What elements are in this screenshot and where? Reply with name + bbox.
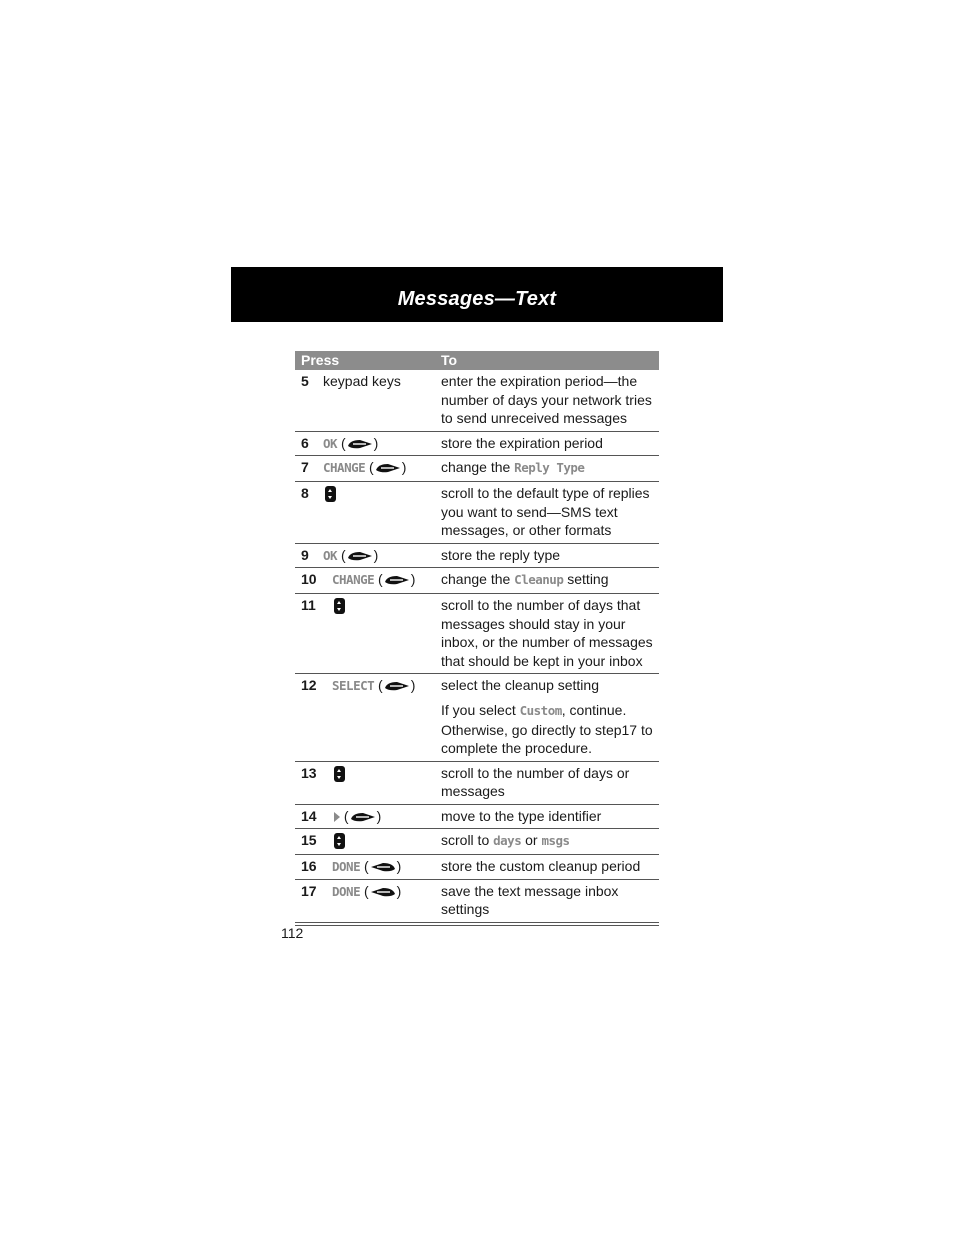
nav-scroll-icon	[325, 486, 336, 502]
to-description: scroll to the default type of replies you want to send—SMS text messages, or other formats	[441, 484, 650, 539]
to-cell	[441, 805, 659, 829]
to-text	[441, 764, 655, 801]
table-row	[295, 594, 659, 674]
press-text: keypad keys	[323, 373, 401, 389]
to-cell	[441, 880, 659, 922]
table-row	[295, 674, 659, 761]
table-row	[295, 880, 659, 923]
to-text	[441, 484, 655, 540]
step-number: 13	[301, 764, 317, 781]
to-text	[441, 458, 655, 478]
to-cell	[441, 568, 659, 593]
col-press-header: Press	[301, 352, 340, 368]
to-prefix: change the	[441, 459, 515, 476]
to-prefix: change the	[441, 571, 515, 588]
to-text	[441, 807, 655, 826]
press-cell: OK ( )	[323, 546, 379, 563]
step-number: 9	[301, 546, 309, 563]
to-description: store the expiration period	[441, 434, 603, 451]
right-soft-key-icon	[383, 574, 411, 586]
page-header-bar	[231, 267, 723, 322]
to-cell	[441, 762, 659, 804]
to-suffix: setting	[563, 571, 609, 588]
press-cell: DONE ( )	[332, 858, 402, 875]
to-note	[441, 701, 655, 758]
table-row	[295, 370, 659, 432]
to-cell	[441, 855, 659, 879]
table-row	[295, 456, 659, 482]
to-cell	[441, 432, 659, 456]
table-row	[295, 855, 659, 880]
col-to-header: To	[441, 352, 458, 368]
step-number: 6	[301, 434, 309, 451]
to-text	[441, 676, 655, 695]
to-cell	[441, 829, 659, 854]
right-soft-key-icon	[349, 811, 377, 823]
to-text	[441, 372, 655, 428]
press-cell	[332, 831, 345, 850]
menu-item-label: Custom	[519, 702, 562, 718]
left-soft-key-icon	[369, 861, 397, 873]
page-number: 112	[281, 925, 304, 941]
step-number: 5	[301, 373, 309, 389]
table-row	[295, 829, 659, 855]
to-description: enter the expiration period—the number of days your network tries to send unreceived messages	[441, 373, 652, 427]
press-cell	[323, 484, 336, 503]
table-row	[295, 432, 659, 457]
press-cell: DONE ( )	[332, 882, 402, 899]
page-title: Messages—Text	[397, 288, 557, 310]
to-description: scroll to the number of days that messages should stay in your inbox, or the number of messages that should be kept in your inbox	[441, 596, 653, 669]
soft-key-label: CHANGE	[332, 572, 375, 588]
table-row	[295, 544, 659, 569]
to-description: store the custom cleanup period	[441, 858, 641, 875]
to-text	[441, 434, 655, 453]
step-number: 7	[301, 459, 309, 476]
to-description: scroll to the number of days or messages	[441, 764, 630, 800]
nav-scroll-icon	[334, 766, 345, 782]
to-cell	[441, 482, 659, 543]
step-number: 8	[301, 484, 309, 501]
soft-key-label: DONE	[332, 883, 361, 899]
press-cell: SELECT ( )	[332, 677, 416, 694]
soft-key-label: CHANGE	[323, 460, 366, 476]
steps-table	[295, 351, 659, 926]
table-body	[295, 370, 659, 923]
table-row	[295, 805, 659, 830]
to-cell	[441, 674, 659, 760]
step-number: 14	[301, 807, 317, 824]
press-cell: CHANGE ( )	[323, 459, 407, 476]
step-number: 17	[301, 882, 317, 899]
soft-key-label: OK	[323, 435, 338, 451]
to-text	[441, 570, 655, 590]
menu-item-label: msgs	[541, 833, 570, 849]
right-soft-key-icon	[346, 550, 374, 562]
nav-scroll-icon	[334, 833, 345, 849]
menu-item-label: Reply Type	[514, 460, 585, 476]
menu-item-label: days	[493, 833, 522, 849]
to-text	[441, 857, 655, 876]
press-cell	[323, 372, 401, 391]
left-soft-key-icon	[369, 886, 397, 898]
right-soft-key-icon	[383, 680, 411, 692]
menu-item-label: Cleanup	[514, 572, 564, 588]
to-description: store the reply type	[441, 546, 561, 563]
to-description: select the cleanup setting	[441, 677, 599, 694]
table-header	[295, 351, 659, 370]
step-number: 12	[301, 677, 317, 694]
soft-key-label: OK	[323, 547, 338, 563]
step-number: 11	[301, 596, 316, 613]
table-end-rule	[295, 925, 659, 926]
to-prefix: scroll to	[441, 832, 494, 849]
to-description: move to the type identifier	[441, 807, 602, 824]
to-text	[441, 546, 655, 565]
right-soft-key-icon	[346, 438, 374, 450]
table-row	[295, 762, 659, 805]
step-number: 16	[301, 858, 317, 875]
table-row	[295, 482, 659, 544]
press-cell	[332, 764, 345, 783]
note-prefix: If you select	[441, 701, 520, 718]
step-number: 10	[301, 571, 317, 588]
press-cell: ( )	[332, 807, 381, 826]
nav-scroll-icon	[334, 598, 345, 614]
to-description: save the text message inbox settings	[441, 882, 619, 918]
to-middle: or	[521, 832, 542, 849]
to-text	[441, 831, 655, 851]
to-text	[441, 596, 655, 670]
step-number: 15	[301, 832, 317, 849]
to-cell	[441, 594, 659, 673]
to-text	[441, 882, 655, 919]
soft-key-label: DONE	[332, 859, 361, 875]
to-cell	[441, 370, 659, 431]
press-cell: OK ( )	[323, 434, 379, 451]
soft-key-label: SELECT	[332, 678, 375, 694]
press-cell: CHANGE ( )	[332, 571, 416, 588]
to-cell	[441, 544, 659, 568]
press-cell	[332, 596, 345, 615]
table-row	[295, 568, 659, 594]
to-cell	[441, 456, 659, 481]
right-soft-key-icon	[374, 462, 402, 474]
note-suffix: , continue. Otherwise, go directly to step17 to complete the procedure.	[441, 701, 653, 757]
